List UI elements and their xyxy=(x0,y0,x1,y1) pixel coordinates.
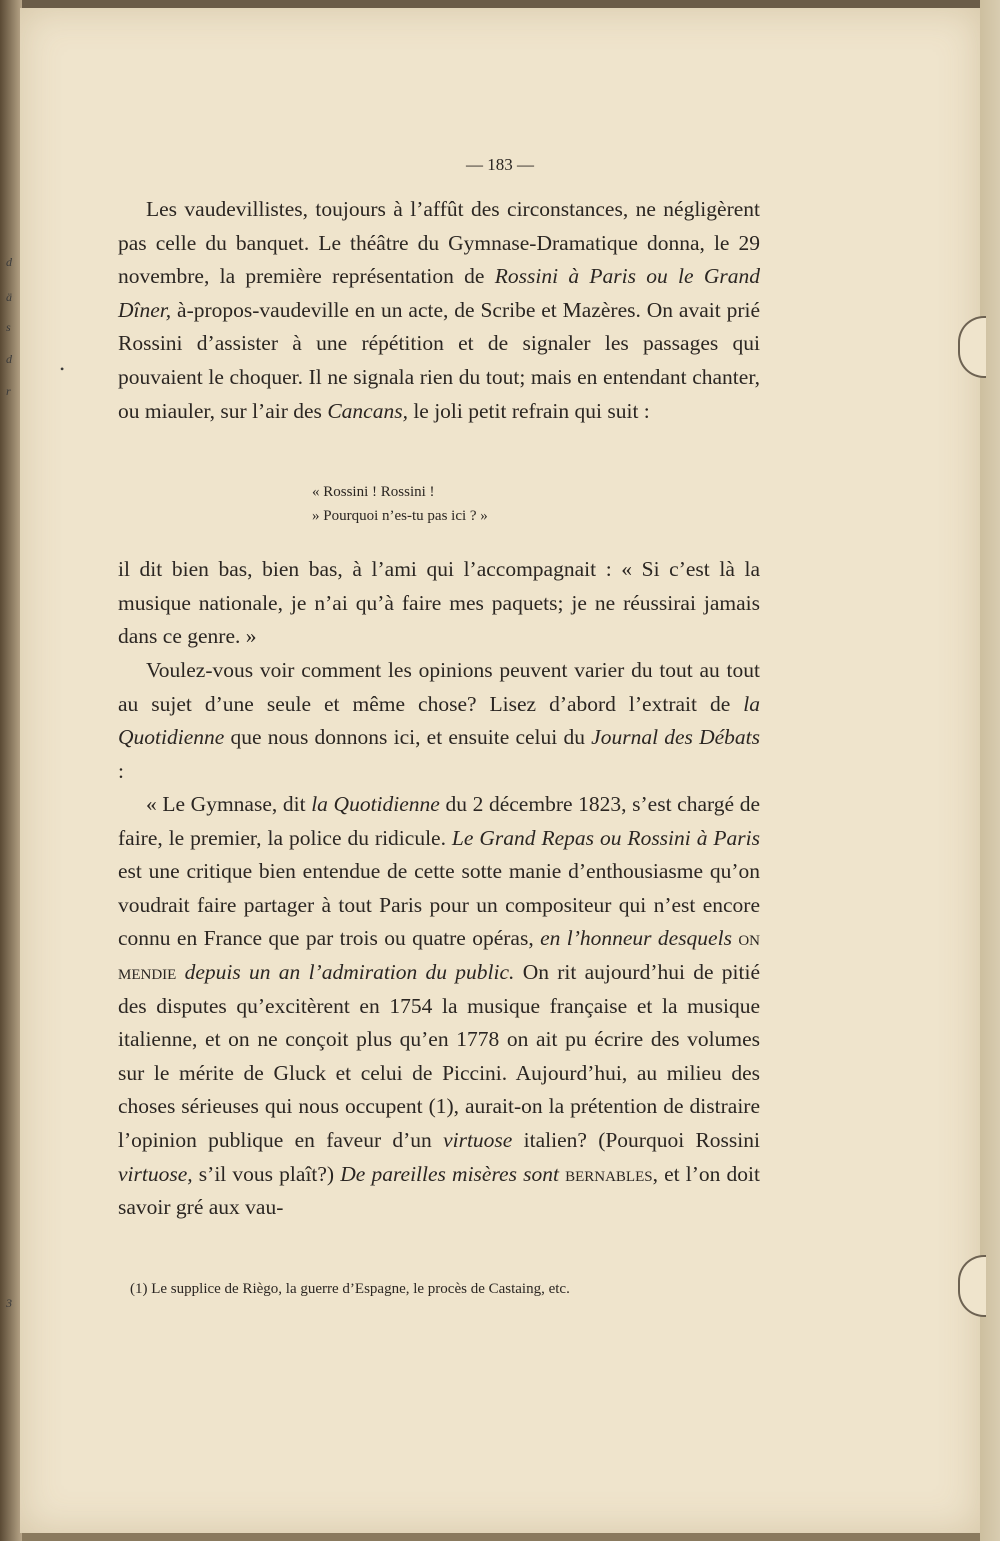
text-run: que nous donnons ici, et ensuite celui du xyxy=(224,725,592,750)
text-run: Les vaudevillistes, toujours à l’affût des circonstances, ne négligèrent pas celle du banquet. Le théâtre du Gymnase-Dramatique donna, le 29 novembre, la première représentation de xyxy=(118,197,760,289)
text-run: On rit aujourd’hui de pitié des disputes qu’excitèrent en 1754 la musique française et la musique italienne, et on ne conçoit plus qu’en 1778 on ait pu écrire des volumes sur le mérite de Gluck et celui de Piccini. Aujourd’hui, au milieu des choses sérieuses qui nous occupent (1), aurait-on la prétention de distraire l’opinion publique en faveur d’un xyxy=(118,959,761,1152)
paragraph-4 xyxy=(118,788,760,1225)
margin-mark: 3 xyxy=(6,1296,12,1310)
margin-mark: ä xyxy=(6,290,12,304)
margin-mark: r xyxy=(6,384,11,398)
margin-mark: • xyxy=(60,362,65,376)
emphasis-run: en l’honneur desquels xyxy=(540,926,732,951)
title-run: Rossini à Paris ou le Grand Dîner, xyxy=(118,264,760,322)
paragraph-3 xyxy=(118,654,760,788)
text-run: : xyxy=(118,758,124,783)
text-run: est une critique bien entendue de cette sotte manie d’enthousiasme qu’on voudrait faire partager à tout Paris pour un compositeur qui n’est encore connu en France que par trois ou quatre opéras, xyxy=(118,859,760,951)
page-number: — 183 — xyxy=(466,155,534,174)
margin-mark: s xyxy=(6,320,11,334)
emphasis-run: depuis un an l’admiration du public. xyxy=(184,959,515,984)
title-run: Le Grand Repas ou Rossini à Paris xyxy=(451,825,760,850)
text-run: Voulez-vous voir comment les opinions peuvent varier du tout au tout au sujet d’une seule et même chose? Lisez d’abord l’extrait de xyxy=(118,658,760,716)
text-run: s’il vous plaît?) xyxy=(192,1161,341,1186)
emphasis-run: virtuose, xyxy=(118,1161,193,1186)
text-run: « Le Gymnase, dit xyxy=(146,792,312,816)
verse-line: « Rossini ! Rossini ! xyxy=(312,484,435,500)
title-run: la Quotidienne xyxy=(118,691,760,750)
margin-mark: d xyxy=(6,352,12,366)
footnote: (1) Le supplice de Riègo, la guerre d’Espagne, le procès de Castaing, etc. xyxy=(130,1281,570,1297)
text-run: italien? (Pourquoi Rossini xyxy=(512,1127,760,1152)
small-caps-run: bernables, xyxy=(558,1161,658,1186)
paragraph-2 xyxy=(118,553,760,654)
title-run: Journal des Débats xyxy=(591,725,761,750)
title-run: Cancans, xyxy=(327,398,408,423)
title-run: la Quotidienne xyxy=(311,792,440,816)
small-caps-run: on mendie xyxy=(118,926,760,984)
margin-mark: d xyxy=(6,255,12,269)
emphasis-run: De pareilles misères sont xyxy=(340,1161,559,1186)
text-run: et l’on doit savoir gré aux vau- xyxy=(118,1161,760,1220)
text-run: il dit bien bas, bien bas, à l’ami qui l’accompagnait : « Si c’est là la musique nationale, je n’ai qu’à faire mes paquets; je ne réussirai jamais dans ce genre. » xyxy=(118,557,760,649)
verse-line: » Pourquoi n’es-tu pas ici ? » xyxy=(312,508,488,524)
text-run: à-propos-vaudeville en un acte, de Scribe et Mazères. On avait prié Rossini d’assister à une répétition et de signaler les passages qui pouvaient le choquer. Il ne signala rien du tout; mais en entendant chanter, ou miauler, sur l’air des xyxy=(118,297,760,423)
text-run: le joli petit refrain qui suit : xyxy=(407,398,650,423)
text-run: du 2 décembre 1823, s’est chargé de faire, le premier, la police du ridicule. xyxy=(118,792,760,850)
emphasis-run: virtuose xyxy=(443,1127,513,1152)
verse-quote xyxy=(312,480,488,528)
paragraph-1 xyxy=(118,193,760,428)
